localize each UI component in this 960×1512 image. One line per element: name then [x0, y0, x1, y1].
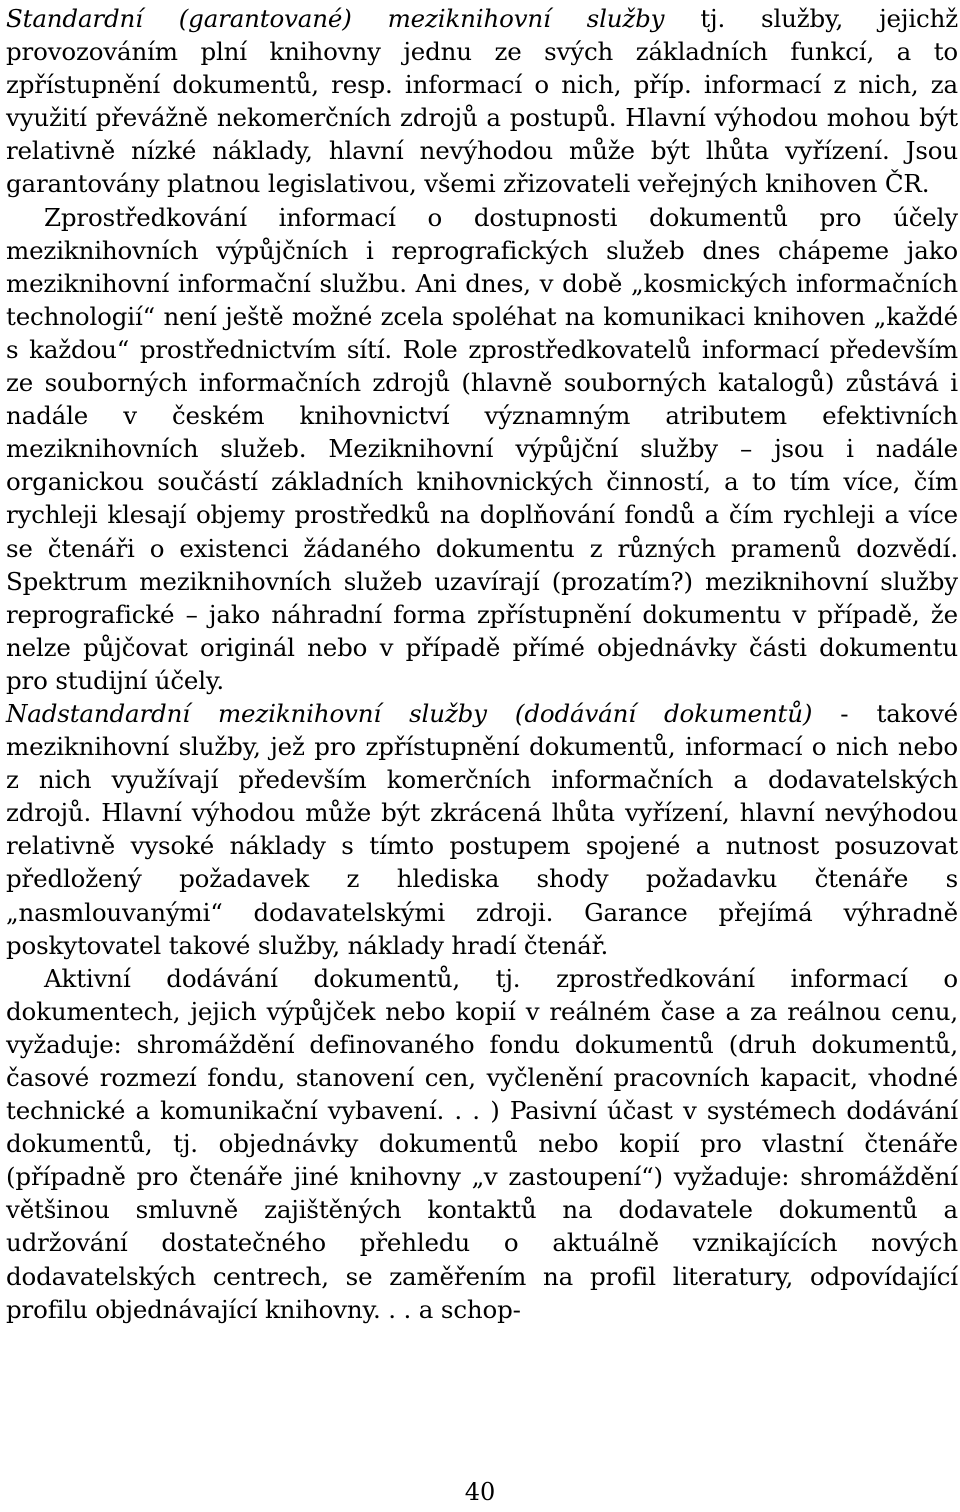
term-standard-services: Standardní (garantované) meziknihovní služby	[6, 4, 665, 33]
paragraph-information-services	[6, 201, 958, 697]
paragraph-standard-services	[6, 2, 958, 201]
paragraph-premium-services	[6, 697, 958, 962]
paragraph-text: - takové meziknihovní služby, jež pro zpřístupnění dokumentů, informací o nich nebo z nich využívají především komerčních informačních a dodavatelských zdrojů. Hlavní výhodou může být zkrácená lhůta vyřízení, hlavní nevýhodou relativně vysoké náklady s tímto postupem spojené a nutnost posuzovat předložený požadavek z hlediska shody požadavku čtenáře s „nasmlouvanými“ dodavatelskými zdroji. Garance přejímá výhradně poskytovatel takové služby, náklady hradí čtenář.	[6, 698, 958, 960]
paragraph-document-delivery	[6, 962, 958, 1326]
document-body	[6, 2, 958, 1326]
paragraph-text: Aktivní dodávání dokumentů, tj. zprostředkování informací o dokumentech, jejich výpůjček nebo kopií v reálném čase a za reálnou cenu, vyžaduje: shromáždění definovaného fondu dokumentů (druh dokumentů, časové rozmezí fondu, stanovení cen, vyčlenění pracovních kapacit, vhodné technické a komunikační vybavení. . . ) Pasivní účast v systémech dodávání dokumentů, tj. objednávky dokumentů nebo kopií pro vlastní čtenáře (případně pro čtenáře jiné knihovny „v zastoupení“) vyžaduje: shromáždění většinou smluvně zajištěných kontaktů na dodavatele dokumentů a udržování dostatečného přehledu o aktuálně vznikajících nových dodavatelských centrech, se zaměřením na profil literatury, odpovídající profilu objednávající knihovny. . . a schop-	[6, 963, 958, 1324]
page-number: 40	[464, 1478, 496, 1506]
term-premium-services: Nadstandardní meziknihovní služby (dodávání dokumentů)	[6, 698, 813, 728]
paragraph-text: tj. služby, jejichž provozováním plní knihovny jednu ze svých základních funkcí, a to zpřístupnění dokumentů, resp. informací o nich, příp. informací z nich, za využití převážně nekomerčních zdrojů a postupů. Hlavní výhodou mohou být relativně nízké náklady, hlavní nevýhodou může být lhůta vyřízení. Jsou garantovány platnou legislativou, všemi zřizovateli veřejných knihoven ČR.	[6, 4, 958, 199]
paragraph-text: Zprostředkování informací o dostupnosti dokumentů pro účely meziknihovních výpůjčních i reprografických služeb dnes chápeme jako meziknihovní informační službu. Ani dnes, v době „kosmických informačních technologií“ není ještě možné zcela spoléhat na komunikaci knihoven „každé s každou“ prostřednictvím sítí. Role zprostředkovatelů informací především ze souborných informačních zdrojů (hlavně souborných katalogů) zůstává i nadále v českém knihovnictví významným atributem efektivních meziknihovních služeb. Meziknihovní výpůjční služby – jsou i nadále organickou součástí základních knihovnických činností, a to tím více, čím rychleji klesají objemy prostředků na doplňování fondů a čím rychleji a více se čtenáři o existenci žádaného dokumentu z různých pramenů dozvědí. Spektrum meziknihovních služeb uzavírají (prozatím?) meziknihovní služby reprografické – jako náhradní forma zpřístupnění dokumentu v případě, že nelze půjčovat originál nebo v případě přímé objednávky části dokumentu pro studijní účely.	[6, 202, 958, 695]
